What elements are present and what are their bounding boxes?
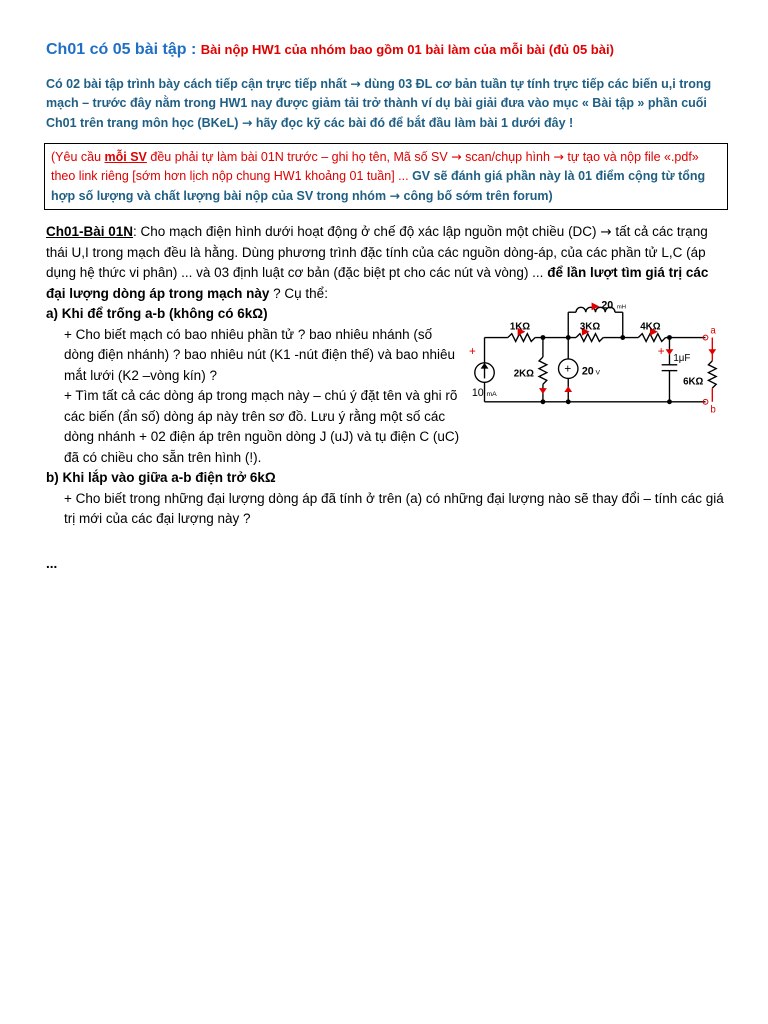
inductor-unit: mH	[617, 303, 627, 310]
intro-paragraph	[46, 74, 730, 133]
node-dot	[667, 399, 672, 404]
r4-label: 4KΩ	[640, 321, 661, 333]
requirement-box	[44, 143, 728, 210]
arrow-icon: →	[600, 224, 612, 240]
title-main: Ch01 có 05 bài tập :	[46, 41, 197, 58]
box-emphasis: mỗi SV	[104, 150, 147, 164]
current-arrow	[539, 388, 547, 394]
current-arrow	[592, 302, 600, 310]
resistor-6k	[709, 360, 717, 387]
resistor-3k	[576, 333, 603, 341]
node-b-label: b	[710, 403, 716, 415]
problem-text-4: ? Cụ thể:	[273, 285, 328, 301]
current-arrow	[666, 349, 674, 355]
box-text-5: công bố sớm trên forum)	[403, 189, 553, 203]
title-subtitle: Bài nộp HW1 của nhóm bao gồm 01 bài làm của mỗi bài (đủ 05 bài)	[200, 42, 614, 57]
r3-label: 3KΩ	[580, 321, 601, 333]
vsrc-unit: V	[595, 369, 601, 377]
box-text-3: tự tạo và nộp file «.pdf» theo link riêng [sớm hơn lịch nộp chung HW1 khoảng 01 tuần] ...	[51, 150, 699, 183]
box-text-2: scan/chụp hình	[465, 150, 550, 164]
arrow-icon: →	[451, 149, 462, 164]
part-b-item-1: + Cho biết trong những đại lượng dòng áp đã tính ở trên (a) có những đại lượng nào sẽ thay đổi – tính các giá trị mới của các đại lượng này ?	[64, 490, 724, 526]
arrow-icon: →	[553, 149, 564, 164]
part-b-items	[46, 489, 730, 530]
problem-statement	[46, 222, 730, 304]
part-a-item-1: + Cho biết mạch có bao nhiêu phần tử ? bao nhiêu nhánh (số dòng điện nhánh) ? bao nhiêu nút (K1 -nút điện thế) và bao nhiêu mắt lưới (K2 –vòng kín) ?	[64, 326, 456, 383]
arrow-icon: →	[350, 76, 361, 91]
problem-text-3: để lần lượt tìm giá trị các đại lượng dòng áp trong mạch này	[46, 265, 709, 301]
problem-label: Ch01-Bài 01N	[46, 224, 134, 239]
arrow-icon: →	[241, 115, 253, 130]
node-dot	[566, 399, 571, 404]
box-text-4: GV sẽ đánh giá phần này là 01 điểm cộng từ tổng hợp số lượng và chất lượng bài nộp của SV trong nhóm	[51, 169, 706, 203]
isrc-value: 10	[472, 386, 484, 399]
vsrc-value: 20	[582, 365, 594, 378]
page-title	[46, 40, 730, 60]
inductor-label: 20	[601, 298, 614, 311]
cap-label: 1μF	[673, 352, 691, 364]
node-dot	[620, 335, 625, 340]
intro-text-3: hãy đọc kỹ các bài đó để bắt đầu làm bài 1 dưới đây !	[255, 116, 574, 130]
resistor-4k	[638, 333, 665, 341]
ellipsis: ...	[46, 555, 58, 571]
current-arrow	[709, 349, 717, 355]
part-a-items	[46, 325, 461, 469]
node-a-label: a	[710, 325, 716, 337]
r-load-label: 6KΩ	[683, 375, 704, 387]
vsrc-plus: +	[564, 362, 572, 376]
intro-text-2: dùng 03 ĐL cơ bản tuần tự tính trực tiếp các biến u,i trong mạch – trước đây nằm trong HW1 nay được giảm tải trở thành ví dụ bài giải đưa vào mục « Bài tập » phần cuối Ch01 trên trang môn học (BKeL)	[46, 77, 712, 130]
arrow-icon: →	[389, 188, 401, 203]
node-dot	[541, 399, 546, 404]
resistor-2k	[539, 357, 547, 384]
isrc-plus: +	[469, 344, 476, 358]
cap-plus: +	[657, 344, 665, 358]
part-a-heading: a) Khi để trống a-b (không có 6kΩ)	[46, 306, 268, 321]
resistor-1k	[508, 333, 535, 341]
r2-label: 2KΩ	[513, 367, 535, 379]
box-text-1: đều phải tự làm bài 01N trước – ghi họ tên, Mã số SV	[150, 150, 448, 164]
isrc-unit: mA	[486, 390, 497, 398]
problem-text-1: : Cho mạch điện hình dưới hoạt động ở chế độ xác lập nguồn một chiều (DC)	[133, 224, 597, 239]
r1-label: 1KΩ	[510, 321, 531, 333]
node-dot	[566, 335, 571, 340]
circuit-diagram	[467, 297, 730, 417]
problem-text-2: tất cả các trạng thái U,I trong mạch đều là hằng. Dùng phương trình đặc tính của các nguồn dòng-áp, của các phần tử L,C (áp dụng hệ thức vi phân) ... và 03 định luật cơ bản (đặc biệt pt cho các nút và vòng) ...	[46, 224, 708, 280]
box-open: (Yêu cầu	[51, 150, 102, 164]
intro-text-1: Có 02 bài tập trình bày cách tiếp cận trực tiếp nhất	[46, 77, 347, 91]
part-a-item-2: + Tìm tất cả các dòng áp trong mạch này – chú ý đặt tên và ghi rõ các biến (ẩn số) dòng áp này trên sơ đồ. Lưu ý rằng một số các dòng nhánh + 02 điện áp trên nguồn dòng J (uJ) và tụ điện C (uC) đã có chiều cho sẵn trên hình (!).	[64, 388, 460, 465]
document-page	[46, 40, 730, 584]
node-dot	[541, 335, 546, 340]
current-arrow	[565, 386, 573, 392]
node-dot	[667, 335, 672, 340]
part-b-heading: b) Khi lắp vào giữa a-b điện trở 6kΩ	[46, 470, 276, 485]
